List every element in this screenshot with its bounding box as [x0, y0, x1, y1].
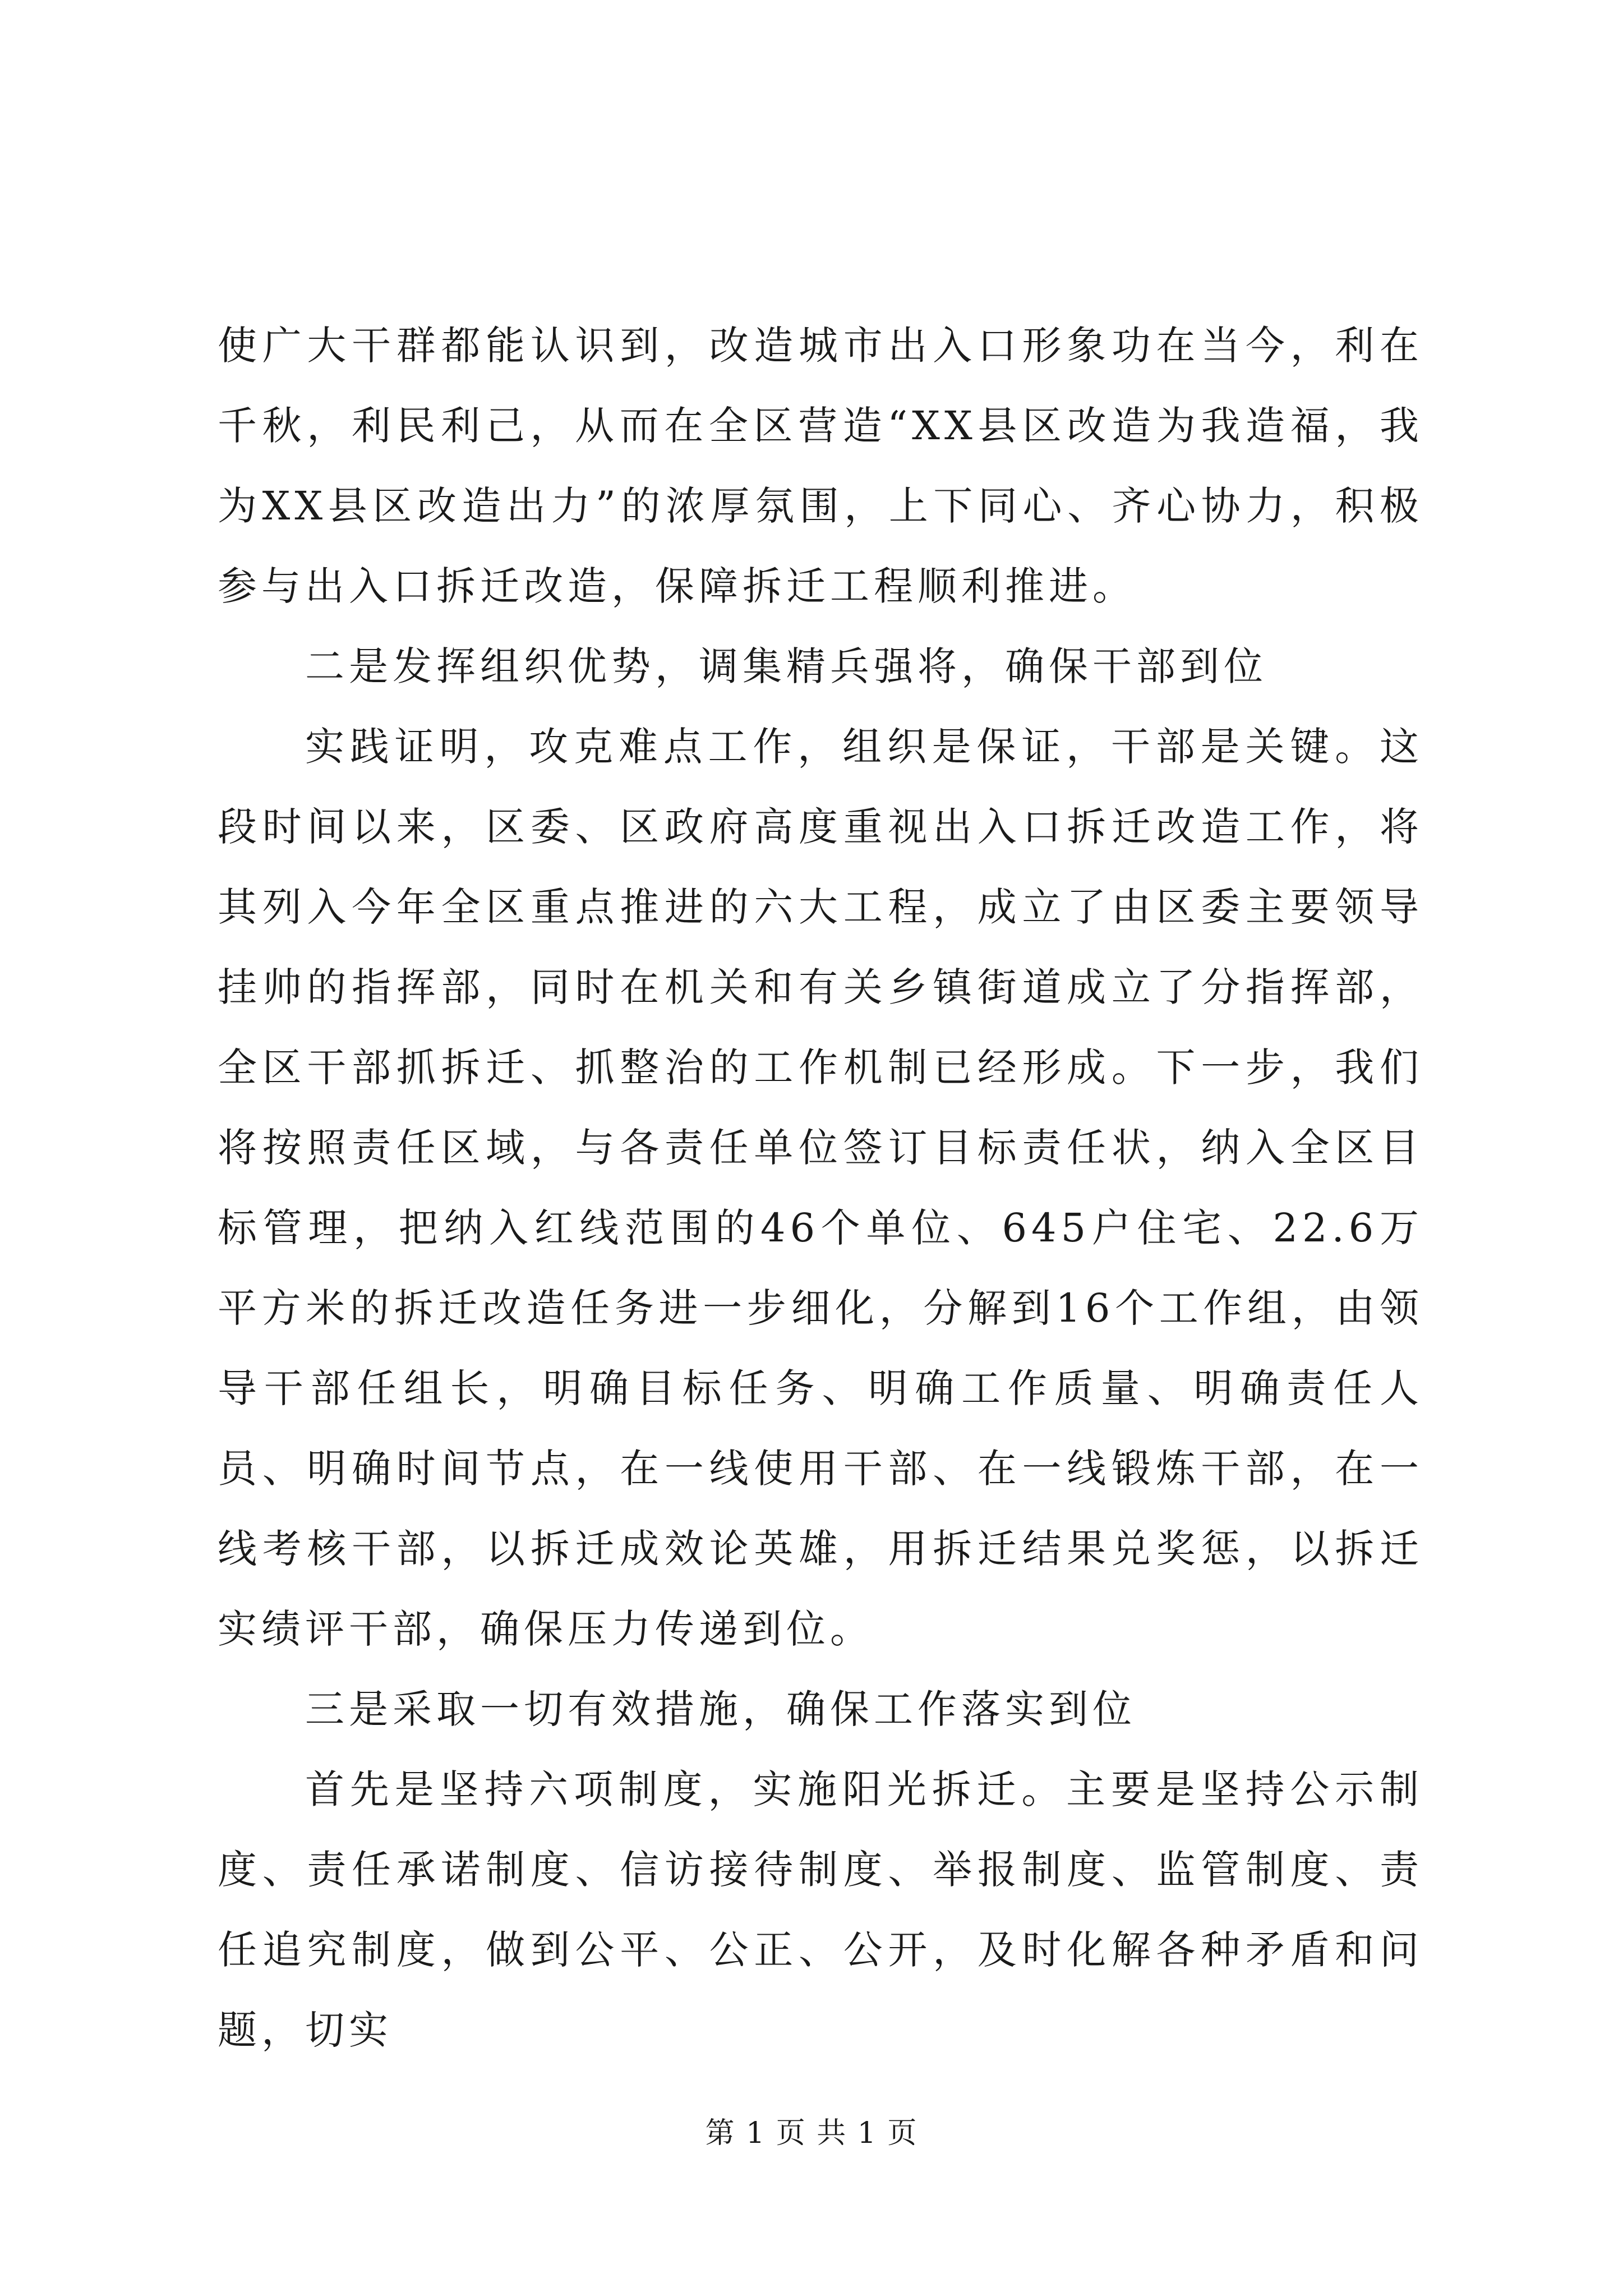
page-footer: 第 1 页 共 1 页	[705, 2116, 918, 2150]
paragraph-continued: 使广大干群都能认识到，改造城市出入口形象功在当今，利在千秋，利民利己，从而在全区营造“XX县区改造为我造福，我为XX县区改造出力”的浓厚氛围，上下同心、齐心协力，积极参与出入口拆迁改造，保障拆迁工程顺利推进。	[218, 323, 1423, 609]
paragraph-organization: 实践证明，攻克难点工作，组织是保证，干部是关键。这段时间以来，区委、区政府高度重视出入口拆迁改造工作，将其列入今年全区重点推进的六大工程，成立了由区委主要领导挂帅的指挥部，同时在机关和有关乡镇街道成立了分指挥部，全区干部抓拆迁、抓整治的工作机制已经形成。下一步，我们将按照责任区域，与各责任单位签订目标责任状，纳入全区目标管理，把纳入红线范围的46个单位、645户住宅、22.6万平方米的拆迁改造任务进一步细化，分解到16个工作组，由领导干部任组长，明确目标任务、明确工作质量、明确责任人员、明确时间节点，在一线使用干部、在一线锻炼干部，在一线考核干部，以拆迁成效论英雄，用拆迁结果兑奖惩，以拆迁实绩评干部，确保压力传递到位。	[218, 724, 1423, 1652]
section-heading-2: 二是发挥组织优势，调集精兵强将，确保干部到位	[305, 643, 1267, 689]
section-heading-3: 三是采取一切有效措施，确保工作落实到位	[305, 1686, 1136, 1732]
document-body	[218, 306, 1423, 2070]
paragraph-measures: 首先是坚持六项制度，实施阳光拆迁。主要是坚持公示制度、责任承诺制度、信访接待制度、举报制度、监管制度、责任追究制度，做到公平、公正、公开，及时化解各种矛盾和问题，切实	[218, 1766, 1423, 2053]
